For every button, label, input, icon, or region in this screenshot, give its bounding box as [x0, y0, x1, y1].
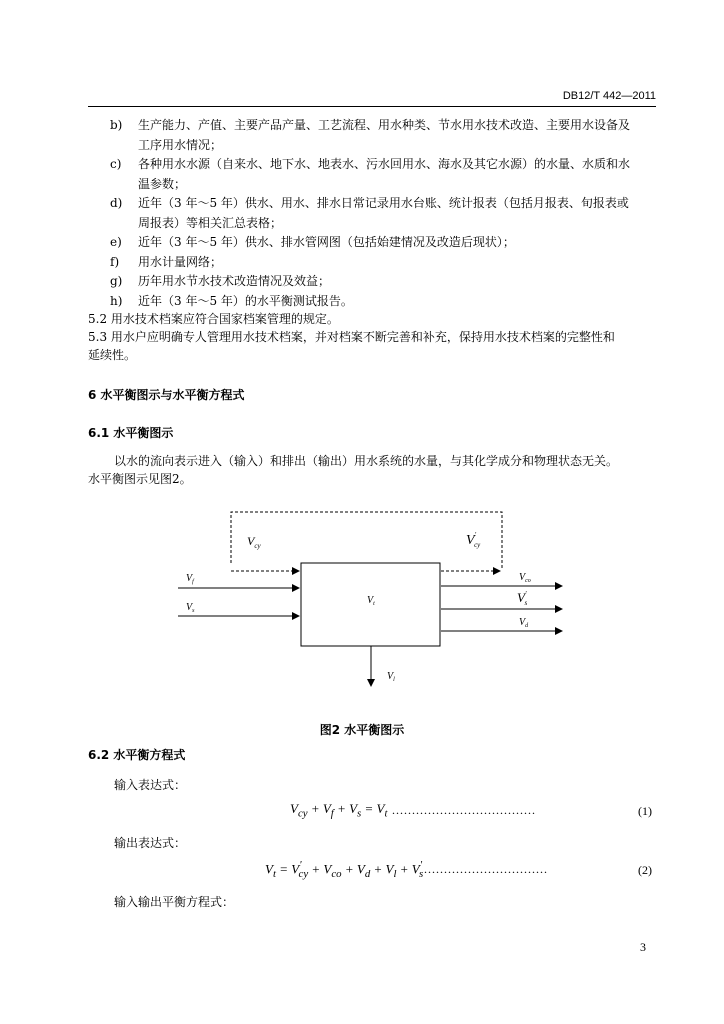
section-6-1-title: 6.1 水平衡图示: [88, 426, 174, 440]
label-vs: $V_s$: [186, 602, 195, 614]
section-6-2-title: 6.2 水平衡方程式: [88, 748, 186, 762]
label-vs-prime: V' s: [517, 590, 528, 607]
list-item-text: 各种用水水源（自来水、地下水、地表水、污水回用水、海水及其它水源）的水量、水质和水: [138, 157, 631, 171]
label-vl: $V_l$: [387, 671, 395, 683]
list-item-label: g): [110, 274, 123, 288]
list-item-text: 生产能力、产值、主要产品产量、工艺流程、用水种类、节水用水技术改造、主要用水设备及: [138, 118, 631, 132]
section-6-1-paragraph-line1: 以水的流向表示进入（输入）和排出（输出）用水系统的水量，与其化学成分和物理状态无关。: [114, 454, 619, 468]
equation-1-number: (1): [638, 804, 652, 818]
label-vd: $V_d$: [519, 617, 529, 629]
label-vf: $V_f$: [186, 573, 194, 585]
equation-1: $V_{cy} + V_f + V_s = V_t$: [290, 801, 388, 820]
label-vt: $V_t$: [367, 595, 375, 607]
list-item-label: b): [110, 118, 123, 132]
balance-equation-label: 输入输出平衡方程式：: [114, 895, 235, 909]
header-rule: [88, 106, 656, 107]
figure-2-caption: 图2 水平衡图示: [319, 723, 405, 737]
label-vcy: $V_{cy}$: [247, 534, 261, 550]
list-item-label: f): [110, 254, 120, 269]
equation-2-number: (2): [638, 863, 652, 877]
equation-2-leader-dots: ...............................: [424, 862, 548, 876]
clause-5-3-line2: 延续性。: [88, 348, 137, 362]
clause-5-2: 5.2 用水技术档案应符合国家档案管理的规定。: [88, 312, 339, 326]
document-id: DB12/T 442—2011: [562, 90, 656, 102]
list-item-label: c): [110, 157, 122, 171]
list-item-label: h): [110, 293, 123, 308]
recycle-loop-dashed-line: [231, 512, 502, 570]
label-vcy-prime: V' cy: [466, 531, 481, 549]
equation-1-leader-dots: ....................................: [392, 803, 536, 817]
list-item-text: 周报表）等相关汇总表格；: [138, 215, 283, 230]
list-item-label: d): [110, 196, 123, 210]
list-item-text: 温参数；: [138, 176, 187, 191]
list-item-text: 工序用水情况；: [138, 137, 223, 152]
section-6-title: 6 水平衡图示与水平衡方程式: [88, 388, 245, 402]
list-item-label: e): [110, 235, 122, 249]
input-expression-label: 输入表达式：: [114, 778, 187, 792]
clause-5-3-line1: 5.3 用水户应明确专人管理用水技术档案，并对档案不断完善和补充，保持用水技术档案的完整性和: [88, 330, 615, 344]
water-balance-diagram: [0, 500, 724, 700]
equation-2: $V_t = V'_{cy} + V_{co} + V_d + V_l + V'_s$: [265, 859, 424, 880]
list-item-text: 历年用水节水技术改造情况及效益；: [138, 274, 331, 288]
list-item-text: 近年（3 年～5 年）供水、排水管网图（包括始建情况及改造后现状）；: [138, 235, 515, 249]
section-6-1-paragraph-line2: 水平衡图示见图2。: [88, 472, 192, 486]
list-item-text: 用水计量网络；: [138, 254, 223, 269]
list-item-text: 近年（3 年～5 年）供水、用水、排水日常记录用水台账、统计报表（包括月报表、旬报表或: [138, 196, 629, 210]
output-expression-label: 输出表达式：: [114, 836, 187, 850]
list-item-text: 近年（3 年～5 年）的水平衡测试报告。: [138, 293, 353, 308]
page-number: 3: [640, 940, 646, 954]
label-vco: $V_{co}$: [519, 572, 531, 584]
